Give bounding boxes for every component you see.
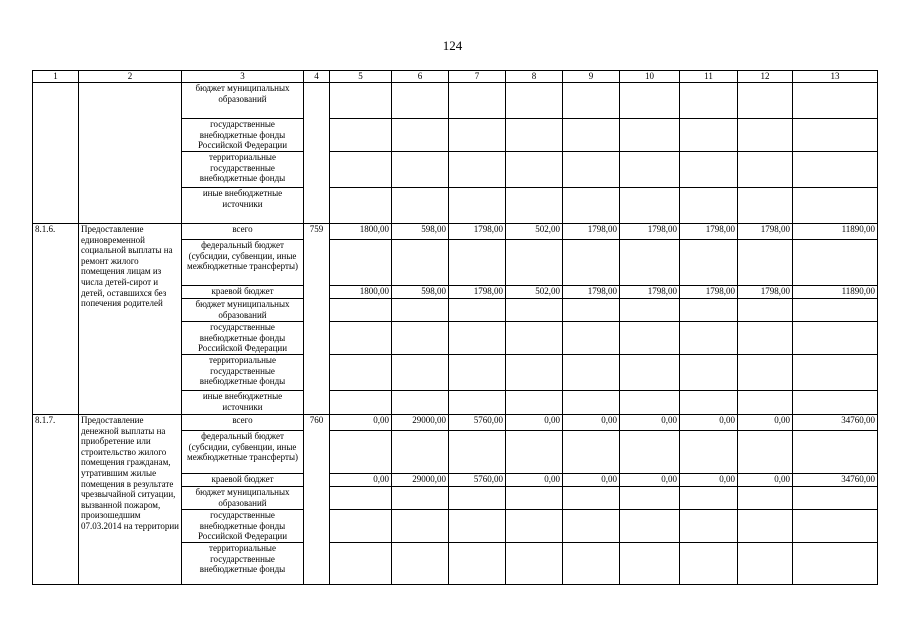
value-cell [506,299,563,322]
value-cell [620,487,680,510]
value-cell [506,510,563,543]
value-cell [330,119,392,152]
value-cell [793,299,878,322]
value-cell [680,299,738,322]
value-cell [392,510,449,543]
value-cell [738,355,793,391]
value-cell [680,355,738,391]
value-cell: 0,00 [506,474,563,487]
value-cell [620,322,680,355]
value-cell [620,510,680,543]
value-cell [680,83,738,119]
value-cell: 1798,00 [738,286,793,299]
value-cell [563,240,620,286]
funding-source: территориальные государственные внебюджетные фонды [182,355,304,391]
value-cell [738,322,793,355]
value-cell [449,152,506,188]
value-cell: 5760,00 [449,474,506,487]
funding-source: иные внебюджетные источники [182,391,304,415]
value-cell [620,119,680,152]
column-header: 11 [680,71,738,83]
value-cell [449,431,506,474]
value-cell: 0,00 [680,415,738,431]
value-cell [330,152,392,188]
value-cell [449,543,506,585]
budget-table [32,70,878,585]
funding-source: бюджет муниципальных образований [182,299,304,322]
value-cell: 29000,00 [392,474,449,487]
value-cell [449,83,506,119]
value-cell [680,188,738,224]
value-cell: 1798,00 [680,286,738,299]
value-cell: 598,00 [392,286,449,299]
value-cell: 11890,00 [793,224,878,240]
value-cell: 0,00 [506,415,563,431]
value-cell: 0,00 [563,415,620,431]
value-cell [793,355,878,391]
value-cell [563,431,620,474]
value-cell [506,322,563,355]
value-cell [793,391,878,415]
value-cell [680,510,738,543]
value-cell: 0,00 [620,415,680,431]
value-cell: 34760,00 [793,474,878,487]
value-cell [506,543,563,585]
item-number: 8.1.6. [33,224,79,415]
value-cell [793,119,878,152]
item-name: Предоставление денежной выплаты на приобретение или строительство жилого помещения гражданам, утратившим жилые помещения в результате чрезвычайной ситуации, вызванной пожаром, произошедшим 07.03.2014 на территории [79,415,182,585]
value-cell [449,391,506,415]
header-row [33,71,878,83]
value-cell [620,391,680,415]
value-cell [793,543,878,585]
value-cell [620,543,680,585]
page-number: 124 [442,38,463,53]
value-cell: 0,00 [330,415,392,431]
value-cell: 502,00 [506,224,563,240]
value-cell [620,355,680,391]
value-cell [738,487,793,510]
value-cell: 29000,00 [392,415,449,431]
value-cell: 11890,00 [793,286,878,299]
value-cell: 1798,00 [563,286,620,299]
value-cell: 1798,00 [449,224,506,240]
table-body [33,71,878,585]
funding-source: бюджет муниципальных образований [182,487,304,510]
value-cell: 502,00 [506,286,563,299]
value-cell [392,119,449,152]
value-cell [680,543,738,585]
value-cell [793,83,878,119]
value-cell [563,188,620,224]
value-cell [563,355,620,391]
column-header: 8 [506,71,563,83]
value-cell [563,299,620,322]
table-row [33,83,878,119]
value-cell [449,299,506,322]
value-cell [793,152,878,188]
value-cell [506,152,563,188]
value-cell [680,152,738,188]
value-cell [506,119,563,152]
column-header: 3 [182,71,304,83]
funding-source: иные внебюджетные источники [182,188,304,224]
value-cell [392,431,449,474]
value-cell [680,391,738,415]
value-cell: 0,00 [563,474,620,487]
funding-source: бюджет муниципальных образований [182,83,304,119]
funding-source: краевой бюджет [182,286,304,299]
funding-source: территориальные государственные внебюджетные фонды [182,543,304,585]
value-cell [620,152,680,188]
value-cell [738,240,793,286]
value-cell [680,322,738,355]
funding-source: федеральный бюджет (субсидии, субвенции, иные межбюджетные трансферты) [182,240,304,286]
value-cell [738,299,793,322]
value-cell: 0,00 [620,474,680,487]
value-cell [330,355,392,391]
value-cell [563,391,620,415]
value-cell [392,543,449,585]
value-cell: 598,00 [392,224,449,240]
value-cell [392,322,449,355]
value-cell [392,240,449,286]
code-cell [304,83,330,224]
value-cell [738,543,793,585]
value-cell [449,240,506,286]
table-row [33,224,878,240]
column-header: 4 [304,71,330,83]
value-cell [449,355,506,391]
value-cell: 0,00 [680,474,738,487]
column-header: 5 [330,71,392,83]
column-header: 12 [738,71,793,83]
value-cell [680,240,738,286]
value-cell [506,240,563,286]
value-cell: 1798,00 [449,286,506,299]
value-cell [620,188,680,224]
value-cell [330,510,392,543]
value-cell: 1800,00 [330,224,392,240]
funding-source: государственные внебюджетные фонды Российской Федерации [182,322,304,355]
value-cell [620,83,680,119]
value-cell [392,152,449,188]
item-name-cell [79,83,182,224]
value-cell: 5760,00 [449,415,506,431]
value-cell [330,83,392,119]
value-cell [620,240,680,286]
value-cell [330,543,392,585]
value-cell [563,543,620,585]
value-cell: 1798,00 [738,224,793,240]
funding-source: всего [182,415,304,431]
column-header: 10 [620,71,680,83]
value-cell [330,299,392,322]
value-cell [392,299,449,322]
value-cell [738,510,793,543]
value-cell [793,322,878,355]
value-cell [330,188,392,224]
value-cell [449,322,506,355]
column-header: 2 [79,71,182,83]
value-cell [563,152,620,188]
value-cell [506,487,563,510]
column-header: 1 [33,71,79,83]
value-cell [392,188,449,224]
value-cell [620,299,680,322]
value-cell [392,83,449,119]
value-cell [330,391,392,415]
column-header: 6 [392,71,449,83]
funding-source: краевой бюджет [182,474,304,487]
funding-source: государственные внебюджетные фонды Российской Федерации [182,510,304,543]
value-cell [793,188,878,224]
value-cell [330,487,392,510]
item-number: 8.1.7. [33,415,79,585]
value-cell [738,83,793,119]
value-cell [506,188,563,224]
value-cell [680,431,738,474]
value-cell [449,119,506,152]
column-header: 9 [563,71,620,83]
funding-source: государственные внебюджетные фонды Российской Федерации [182,119,304,152]
value-cell [563,510,620,543]
value-cell [330,240,392,286]
value-cell: 1798,00 [620,286,680,299]
item-number-cell [33,83,79,224]
value-cell [392,487,449,510]
value-cell [392,355,449,391]
table-row [33,415,878,431]
value-cell [449,487,506,510]
value-cell: 34760,00 [793,415,878,431]
value-cell [330,431,392,474]
value-cell [449,188,506,224]
value-cell [563,487,620,510]
value-cell: 1798,00 [680,224,738,240]
column-header: 13 [793,71,878,83]
value-cell [738,119,793,152]
item-code: 760 [304,415,330,585]
value-cell [563,322,620,355]
value-cell: 0,00 [330,474,392,487]
value-cell: 1798,00 [563,224,620,240]
value-cell [738,431,793,474]
value-cell [680,487,738,510]
value-cell [506,355,563,391]
value-cell: 1800,00 [330,286,392,299]
value-cell [449,510,506,543]
value-cell: 1798,00 [620,224,680,240]
value-cell [793,510,878,543]
value-cell [563,119,620,152]
value-cell [563,83,620,119]
value-cell [738,152,793,188]
value-cell: 0,00 [738,474,793,487]
item-code: 759 [304,224,330,415]
value-cell [738,391,793,415]
value-cell [506,391,563,415]
value-cell [793,240,878,286]
funding-source: территориальные государственные внебюджетные фонды [182,152,304,188]
value-cell [506,431,563,474]
value-cell [793,431,878,474]
value-cell [620,431,680,474]
value-cell: 0,00 [738,415,793,431]
column-header: 7 [449,71,506,83]
value-cell [506,83,563,119]
value-cell [738,188,793,224]
value-cell [330,322,392,355]
value-cell [392,391,449,415]
funding-source: всего [182,224,304,240]
value-cell [680,119,738,152]
funding-source: федеральный бюджет (субсидии, субвенции, иные межбюджетные трансферты) [182,431,304,474]
value-cell [793,487,878,510]
item-name: Предоставление единовременной социальной выплаты на ремонт жилого помещения лицам из числа детей-сирот и детей, оставшихся без попечения родителей [79,224,182,415]
